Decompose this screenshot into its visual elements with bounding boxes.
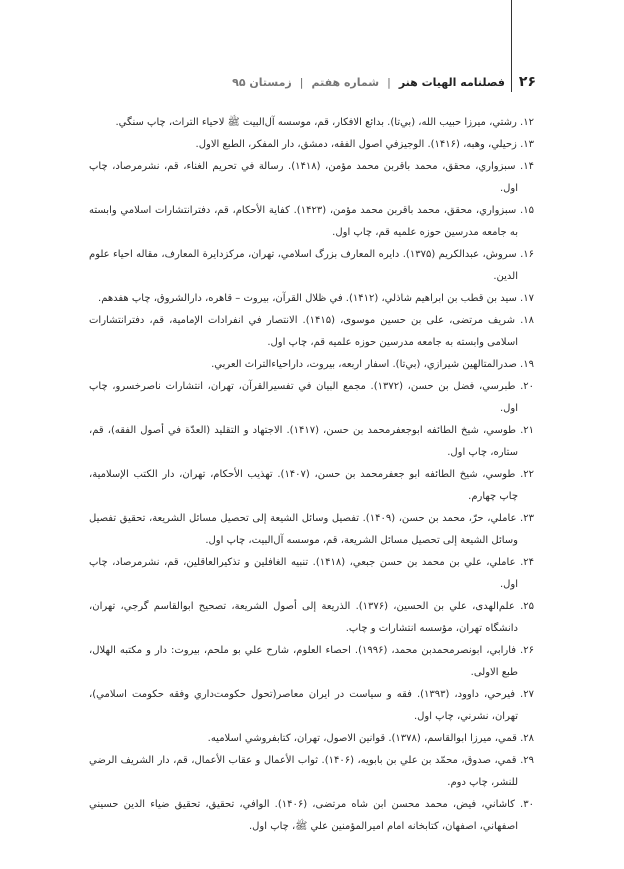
reference-item: ۱۵. سبزواري، محقق، محمد باقربن محمد مؤمن، (۱۴۲۳). كفاية الأحكام، قم، دفترانتشارات اسلامي وابسته به جامعه مدرسين حوزه علميه قم، چاپ اول. bbox=[89, 205, 534, 238]
reference-item: ۲۳. عاملي، حرّ، محمد بن حسن، (۱۴۰۹). تفصيل وسائل الشيعة إلى تحصيل مسائل الشريعة، تحقيق تفصيل وسائل الشيعة إلى تحصيل مسائل الشريعة، قم، موسسه آل‌البيت، چاپ اول. bbox=[89, 513, 534, 546]
season-label: زمستان ۹۵ bbox=[232, 76, 292, 89]
reference-item: ۲۱. طوسي، شيخ الطائفه ابوجعفرمحمد بن حسن، (۱۴۱۷). الاجتهاد و التقليد (العدّة في أصول الفقه)، قم، ستاره، چاپ اول. bbox=[89, 425, 534, 458]
reference-item: ۲۴. عاملي، علي بن محمد بن حسن جبعي، (۱۴۱۸). تنبيه الغافلين و تذكيرالعاقلين، قم، نشرمرصاد، چاپ اول. bbox=[89, 557, 534, 590]
reference-item: ۲۶. فارابي، ابونصرمحمدبن محمد، (۱۹۹۶). احصاء العلوم، شارح علي بو ملحم، بيروت: دار و مكتبه الهلال، طبع الاولى. bbox=[89, 645, 534, 678]
reference-item: ۱۳. زحيلي، وهبه، (۱۴۱۶). الوجيزفي اصول الفقه، دمشق، دار المفكر، الطبع الاول. bbox=[195, 139, 534, 150]
reference-item: ۲۵. علم‌الهدى، علي بن الحسين، (۱۳۷۶). الذريعة إلى أصول الشريعة، تصحيح ابوالقاسم گرجي، تهران، دانشگاه تهران، مؤسسه انتشارات و چاپ. bbox=[89, 601, 534, 634]
header-separator: | bbox=[387, 76, 391, 89]
reference-item: ۲۷. فيرحي، داوود، (۱۳۹۳). فقه و سياست در ايران معاصر(تحول حكومت‌داري وفقه حكومت اسلامي)، تهران، نشرني، چاپ اول. bbox=[89, 689, 534, 722]
reference-item: ۲۹. قمي، صدوق، محمّد بن علي بن بابويه، (۱۴۰۶). ثواب الأعمال و عقاب الأعمال، قم، دار الشريف الرضي للنشر، چاپ دوم. bbox=[89, 755, 534, 788]
header-separator: | bbox=[299, 76, 304, 89]
reference-item: ۱۲. رشتي، ميرزا حبيب الله، (بي‌تا). بدائع الافكار، قم، موسسه آل‌البيت ﷺ لاحياء التراث، چاپ سنگي. bbox=[115, 117, 534, 128]
page-number: ۲۶ bbox=[518, 74, 536, 90]
reference-item: ۱۴. سبزواري، محقق، محمد باقربن محمد مؤمن، (۱۴۱۸). رسالة في تحريم الغناء، قم، نشرمرصاد، چاپ اول. bbox=[89, 161, 534, 194]
reference-item: ۲۲. طوسي، شيخ الطائفه ابو جعفرمحمد بن حسن، (۱۴۰۷). تهذيب الأحكام، تهران، دار الكتب الإسلامية، چاپ چهارم. bbox=[89, 469, 534, 502]
issue-label: شماره هفتم bbox=[311, 76, 380, 89]
reference-item: ۳۰. كاشاني، فيض، محمد محسن ابن شاه مرتضى، (۱۴۰۶). الوافي، تحقيق، تحقيق ضياء الدين حسيني اصفهاني، اصفهان، كتابخانه امام اميرالمؤمنين علي ﷺ، چاپ اول. bbox=[89, 799, 534, 832]
reference-item: ۱۶. سروش، عبدالكريم (۱۳۷۵). دايره المعارف بزرگ اسلامي، تهران، مركزدايرة المعارف، مقاله احياء علوم الدين. bbox=[89, 249, 534, 282]
journal-title: فصلنامه الهیات هنر bbox=[398, 76, 505, 89]
reference-list bbox=[89, 112, 534, 838]
reference-item: ۲۸. قمي، ميرزا ابوالقاسم، (۱۳۷۸). قوانين الاصول، تهران، كتابفروشي اسلاميه. bbox=[207, 733, 534, 744]
reference-item: ۱۸. شريف مرتضى، على بن حسين موسوى، (۱۴۱۵). الانتصار في انفرادات الإمامية، قم، دفترانتشارات اسلامى وابسته به جامعه مدرسين حوزه علميه قم، چاپ اول. bbox=[89, 315, 534, 348]
reference-item: ۱۷. سيد بن قطب بن ابراهيم شاذلي، (۱۴۱۲). في ظلال القرآن، بيروت – قاهره، دارالشروق، چاپ هفدهم. bbox=[98, 293, 534, 304]
running-header bbox=[232, 74, 536, 90]
reference-item: ۱۹. صدرالمتالهين شيرازي، (بي‌تا). اسفار اربعه، بيروت، داراحياءالتراث العربي. bbox=[211, 359, 534, 370]
reference-item: ۲۰. طبرسي، فضل بن حسن، (۱۳۷۲). مجمع البيان في تفسيرالقرآن، تهران، انتشارات ناصرخسرو، چاپ اول. bbox=[89, 381, 534, 414]
